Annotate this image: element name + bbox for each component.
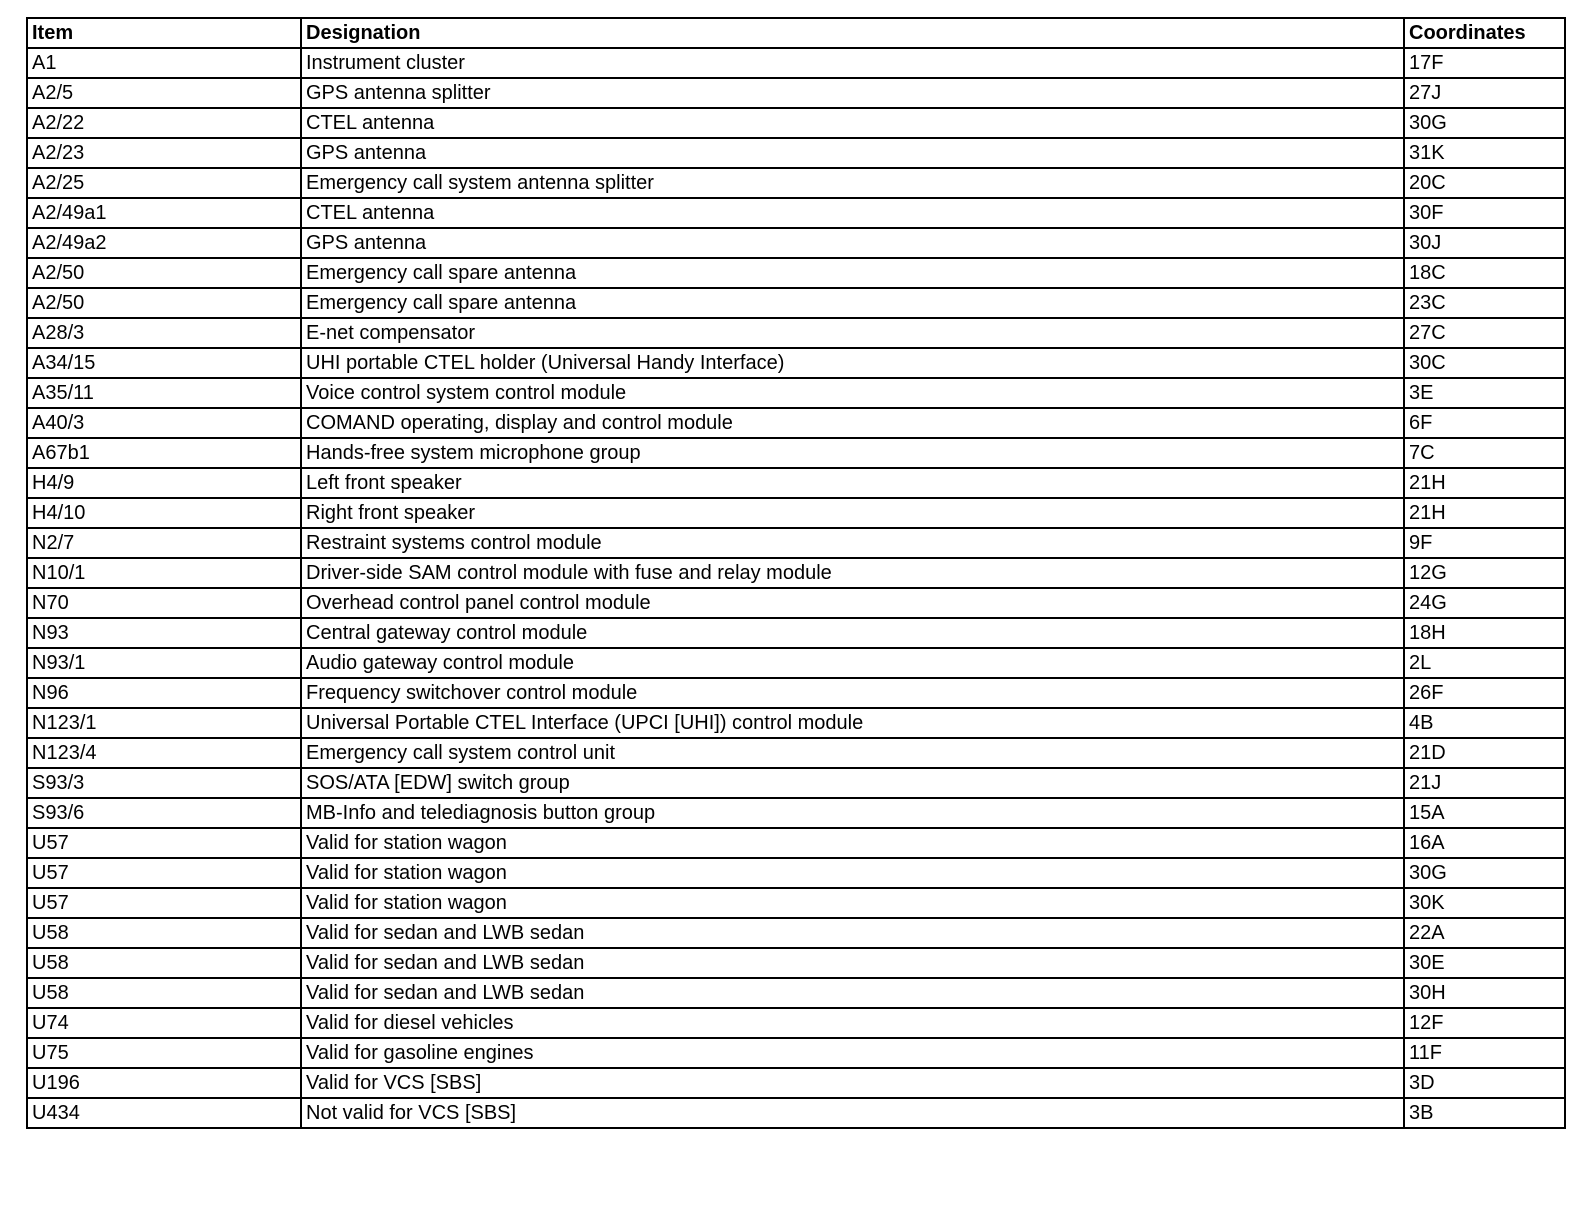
cell-coordinates: 30K [1404,888,1565,918]
cell-item: N123/1 [27,708,301,738]
cell-item: N2/7 [27,528,301,558]
table-body [27,48,1565,1128]
cell-designation: SOS/ATA [EDW] switch group [301,768,1404,798]
cell-coordinates: 12F [1404,1008,1565,1038]
table-row [27,558,1565,588]
component-legend-table [26,17,1566,1129]
table-row [27,288,1565,318]
cell-designation: GPS antenna [301,228,1404,258]
cell-coordinates: 30E [1404,948,1565,978]
cell-coordinates: 22A [1404,918,1565,948]
cell-item: N93/1 [27,648,301,678]
cell-coordinates: 3B [1404,1098,1565,1128]
cell-coordinates: 24G [1404,588,1565,618]
table-row [27,708,1565,738]
cell-designation: CTEL antenna [301,198,1404,228]
table-row [27,948,1565,978]
table-row [27,768,1565,798]
cell-coordinates: 26F [1404,678,1565,708]
cell-coordinates: 9F [1404,528,1565,558]
table-row [27,228,1565,258]
cell-designation: Valid for sedan and LWB sedan [301,918,1404,948]
cell-item: U57 [27,888,301,918]
cell-item: A2/50 [27,288,301,318]
cell-item: H4/10 [27,498,301,528]
table-row [27,858,1565,888]
table-row [27,1068,1565,1098]
cell-designation: Valid for diesel vehicles [301,1008,1404,1038]
cell-designation: Valid for station wagon [301,858,1404,888]
cell-designation: GPS antenna splitter [301,78,1404,108]
cell-designation: UHI portable CTEL holder (Universal Handy Interface) [301,348,1404,378]
cell-item: A35/11 [27,378,301,408]
cell-coordinates: 12G [1404,558,1565,588]
table-row [27,378,1565,408]
cell-coordinates: 21H [1404,498,1565,528]
table-row [27,498,1565,528]
cell-designation: Left front speaker [301,468,1404,498]
cell-designation: Valid for station wagon [301,828,1404,858]
cell-designation: Valid for sedan and LWB sedan [301,948,1404,978]
cell-coordinates: 2L [1404,648,1565,678]
cell-item: U74 [27,1008,301,1038]
cell-item: U57 [27,858,301,888]
cell-coordinates: 18C [1404,258,1565,288]
table-row [27,348,1565,378]
cell-item: S93/3 [27,768,301,798]
cell-coordinates: 21D [1404,738,1565,768]
cell-item: A2/25 [27,168,301,198]
cell-designation: Instrument cluster [301,48,1404,78]
cell-item: S93/6 [27,798,301,828]
table-row [27,318,1565,348]
table-row [27,258,1565,288]
cell-item: N93 [27,618,301,648]
cell-item: A2/22 [27,108,301,138]
cell-item: U57 [27,828,301,858]
cell-coordinates: 21H [1404,468,1565,498]
cell-designation: Emergency call spare antenna [301,258,1404,288]
cell-coordinates: 17F [1404,48,1565,78]
table-row [27,48,1565,78]
cell-item: U196 [27,1068,301,1098]
cell-item: A2/50 [27,258,301,288]
cell-item: A40/3 [27,408,301,438]
table-row [27,648,1565,678]
cell-coordinates: 30J [1404,228,1565,258]
cell-item: A67b1 [27,438,301,468]
cell-designation: E-net compensator [301,318,1404,348]
table-row [27,978,1565,1008]
table-row [27,468,1565,498]
cell-coordinates: 7C [1404,438,1565,468]
table-row [27,588,1565,618]
table-row [27,108,1565,138]
cell-item: A2/5 [27,78,301,108]
cell-coordinates: 23C [1404,288,1565,318]
cell-item: N70 [27,588,301,618]
cell-coordinates: 30F [1404,198,1565,228]
table-row [27,738,1565,768]
cell-coordinates: 3E [1404,378,1565,408]
cell-coordinates: 30G [1404,108,1565,138]
cell-designation: Right front speaker [301,498,1404,528]
table-row [27,828,1565,858]
table-row [27,198,1565,228]
cell-designation: CTEL antenna [301,108,1404,138]
table-row [27,408,1565,438]
cell-coordinates: 30C [1404,348,1565,378]
cell-coordinates: 4B [1404,708,1565,738]
cell-coordinates: 27J [1404,78,1565,108]
header-item: Item [27,18,301,48]
cell-designation: Universal Portable CTEL Interface (UPCI [UHI]) control module [301,708,1404,738]
cell-designation: Emergency call system control unit [301,738,1404,768]
cell-coordinates: 20C [1404,168,1565,198]
cell-item: U58 [27,918,301,948]
table-header [27,18,1565,48]
cell-item: H4/9 [27,468,301,498]
cell-item: N123/4 [27,738,301,768]
cell-designation: Emergency call system antenna splitter [301,168,1404,198]
cell-designation: Not valid for VCS [SBS] [301,1098,1404,1128]
table-row [27,528,1565,558]
cell-designation: COMAND operating, display and control module [301,408,1404,438]
cell-coordinates: 31K [1404,138,1565,168]
cell-designation: Emergency call spare antenna [301,288,1404,318]
cell-designation: Overhead control panel control module [301,588,1404,618]
table-row [27,1008,1565,1038]
cell-coordinates: 30G [1404,858,1565,888]
cell-coordinates: 6F [1404,408,1565,438]
cell-coordinates: 11F [1404,1038,1565,1068]
cell-item: U58 [27,948,301,978]
cell-coordinates: 18H [1404,618,1565,648]
cell-designation: Central gateway control module [301,618,1404,648]
cell-designation: Restraint systems control module [301,528,1404,558]
cell-item: A1 [27,48,301,78]
header-coordinates: Coordinates [1404,18,1565,48]
cell-item: A2/49a2 [27,228,301,258]
cell-item: A2/49a1 [27,198,301,228]
cell-item: A2/23 [27,138,301,168]
cell-coordinates: 15A [1404,798,1565,828]
table-row [27,1038,1565,1068]
cell-coordinates: 3D [1404,1068,1565,1098]
table-row [27,168,1565,198]
cell-item: N10/1 [27,558,301,588]
cell-coordinates: 27C [1404,318,1565,348]
cell-designation: MB-Info and telediagnosis button group [301,798,1404,828]
cell-coordinates: 30H [1404,978,1565,1008]
table-row [27,618,1565,648]
table-row [27,438,1565,468]
cell-item: N96 [27,678,301,708]
cell-item: U75 [27,1038,301,1068]
table-row [27,888,1565,918]
cell-designation: Valid for gasoline engines [301,1038,1404,1068]
cell-designation: Valid for VCS [SBS] [301,1068,1404,1098]
header-row [27,18,1565,48]
table-row [27,138,1565,168]
cell-designation: Valid for sedan and LWB sedan [301,978,1404,1008]
table-row [27,918,1565,948]
cell-designation: Driver-side SAM control module with fuse and relay module [301,558,1404,588]
cell-item: A28/3 [27,318,301,348]
cell-designation: Hands-free system microphone group [301,438,1404,468]
cell-designation: Voice control system control module [301,378,1404,408]
table-row [27,1098,1565,1128]
cell-coordinates: 16A [1404,828,1565,858]
cell-designation: Frequency switchover control module [301,678,1404,708]
cell-coordinates: 21J [1404,768,1565,798]
cell-item: A34/15 [27,348,301,378]
cell-item: U434 [27,1098,301,1128]
cell-designation: Audio gateway control module [301,648,1404,678]
table-row [27,798,1565,828]
cell-designation: GPS antenna [301,138,1404,168]
table-row [27,678,1565,708]
header-designation: Designation [301,18,1404,48]
cell-item: U58 [27,978,301,1008]
cell-designation: Valid for station wagon [301,888,1404,918]
table-row [27,78,1565,108]
